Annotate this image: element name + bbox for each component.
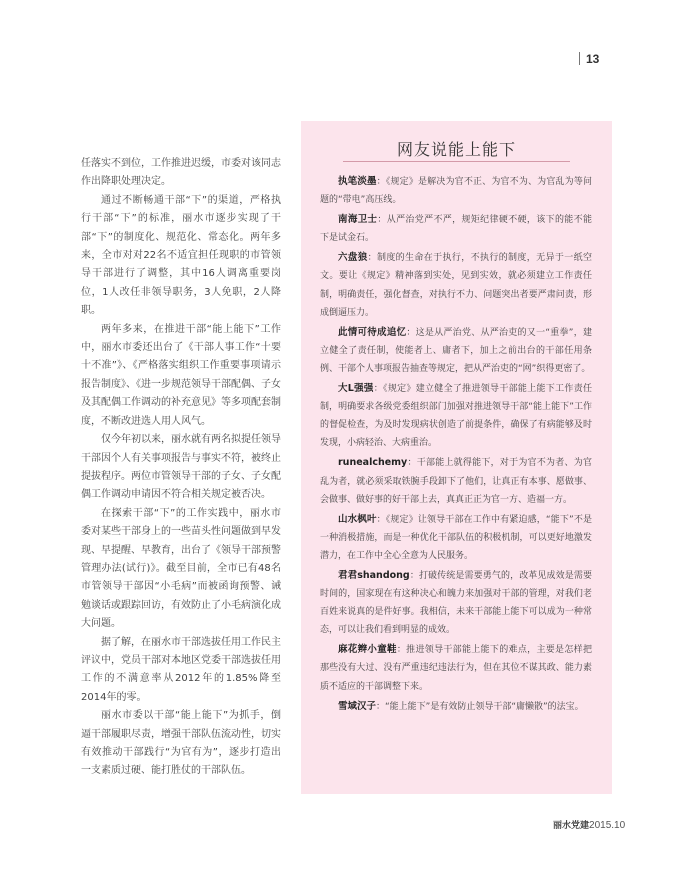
magazine-logo: 丽水党建 [553, 821, 590, 831]
comment-text: ：《规定》建立健全了推进领导干部能上能下工作责任制，明确要求各级党委组织部门加强对推进领导干部“能上能下”工作的督促检查，为及时发现病状创造了前提条件，确保了有病能够及时发现，小病轻治、大病重治。 [320, 384, 592, 449]
comment-item [320, 324, 592, 378]
comment-text: ：干部能上就得能下，对于为官不为者、为官乱为者，就必须采取铁腕手段卸下了他们，让真正有本事、愿做事、会做事、做好事的好干部上去，真真正正为官一方、造福一方。 [320, 458, 592, 505]
comment-author: 六盘狼 [338, 252, 368, 264]
sidebar-title: 网友说能上能下 [396, 140, 516, 159]
article-paragraph: 丽水市委以干部“能上能下”为抓手，倒逼干部履职尽责，增强干部队伍流动性，切实有效推动干部践行“为官有为”，逐步打造出一支素质过硬、能打胜仗的干部队伍。 [81, 710, 281, 777]
comment-item [320, 380, 592, 452]
article-paragraph: 在探索干部“下”的工作实践中，丽水市委对某些干部身上的一些苗头性问题做到早发现、早提醒、早教育，出台了《领导干部预警管理办法(试行)》。截至目前，全市已有48名市管领导干部因“小毛病”而被函询预警、诫勉谈话或跟踪回访，有效防止了小毛病演化成大问题。 [81, 507, 281, 630]
comment-author: 此情可待成追忆 [338, 326, 407, 338]
issue-date: 2015.10 [589, 820, 626, 831]
comment-text: ：《规定》是解决为官不正、为官不为、为官乱为等问题的“带电”高压线。 [320, 177, 592, 206]
comment-item [320, 211, 592, 247]
article-paragraph: 通过不断畅通干部“下”的渠道，严格执行干部“下”的标准，丽水市逐步实现了干部“下”的制度化、规范化、常态化。两年多来，全市对对22名不适宜担任现职的市管领导干部进行了调整，其中16人调离重要岗位，1人改任非领导职务，3人免职，2人降职。 [81, 194, 281, 317]
netizen-comments-box [301, 121, 612, 794]
comment-author: 执笔淡墨 [338, 176, 377, 187]
article-paragraph: 任落实不到位，工作推进迟缓，市委对该同志作出降职处理决定。 [81, 158, 281, 188]
title-divider [343, 161, 570, 162]
comment-item [320, 567, 592, 639]
comment-list [320, 173, 592, 718]
page-footer [553, 818, 625, 831]
comment-author: 大L强强 [338, 383, 374, 395]
comment-author: 麻花辫小童鞋 [338, 644, 397, 656]
main-article-column [81, 155, 281, 781]
comment-item [320, 249, 592, 321]
article-paragraph: 两年多来，在推进干部“能上能下”工作中，丽水市委还出台了《干部人事工作“十要十不准”》、《严格落实组织工作重要事项请示报告制度》、《进一步规范领导干部配偶、子女及其配偶工作调动的补充意见》等多项配套制度，不断改进选人用人风气。 [81, 323, 281, 427]
comment-text: ：推进领导干部能上能下的难点，主要是怎样把那些没有大过、没有严重违纪违法行为，但在其位不谋其政、能力素质不适应的干部调整下来。 [320, 645, 592, 692]
comment-text: ：打破传统是需要勇气的，改革见成效是需要时间的，国家现在有这种决心和魄力来加强对干部的管理，对我们老百姓来说真的是件好事。我相信，未来干部能上能下可以成为一种常态，可以让我们看到明显的成效。 [320, 570, 592, 636]
article-paragraph: 据了解，在丽水市干部选拔任用工作民主评议中，党员干部对本地区党委干部选拔任用工作的不满意率从2012年的1.85%降至2014年的零。 [81, 636, 281, 703]
page-number: 13 [579, 52, 599, 66]
comment-author: runealchemy [338, 457, 408, 469]
comment-item [320, 454, 592, 508]
comment-text: ：《规定》让领导干部在工作中有紧迫感，“能下”不是一种消极措施，而是一种优化干部队伍的积极机制，可以更好地激发潜力，在工作中全心全意为人民服务。 [320, 514, 592, 561]
comment-author: 南海卫士 [338, 214, 378, 226]
comment-author: 君君shandong [338, 569, 410, 581]
comment-text: ：“能上能下”是有效防止领导干部“庸懒散”的法宝。 [376, 701, 584, 712]
comment-author: 雪域汉子 [338, 700, 377, 712]
comment-item [320, 173, 592, 209]
comment-item [320, 641, 592, 695]
article-paragraph: 仅今年初以来，丽水就有两名拟提任领导干部因个人有关事项报告与事实不符，被终止提拔程序。两位市管领导干部的子女、子女配偶工作调动申请因不符合相关规定被否决。 [81, 434, 281, 501]
comment-author: 山水枫叶 [338, 513, 377, 525]
comment-text: ：这是从严治党、从严治吏的又一“重拳”，建立健全了责任制，使能者上、庸者下，加上之前出台的干部任用条例、干部个人事项报告抽查等规定，把从严治吏的“网”织得更密了。 [320, 327, 592, 374]
comment-text: ：从严治党严不严，规矩纪律硬不硬，该下的能不能下是试金石。 [320, 215, 592, 244]
comment-item [320, 698, 592, 716]
comment-text: ：制度的生命在于执行，不执行的制度，无异于一纸空文。要让《规定》精神落到实处，见到实效，就必须建立工作责任制，明确责任，强化督查，对执行不力、问题突出者要严肃问责，形成倒逼压力。 [320, 253, 592, 318]
comment-item [320, 511, 592, 565]
